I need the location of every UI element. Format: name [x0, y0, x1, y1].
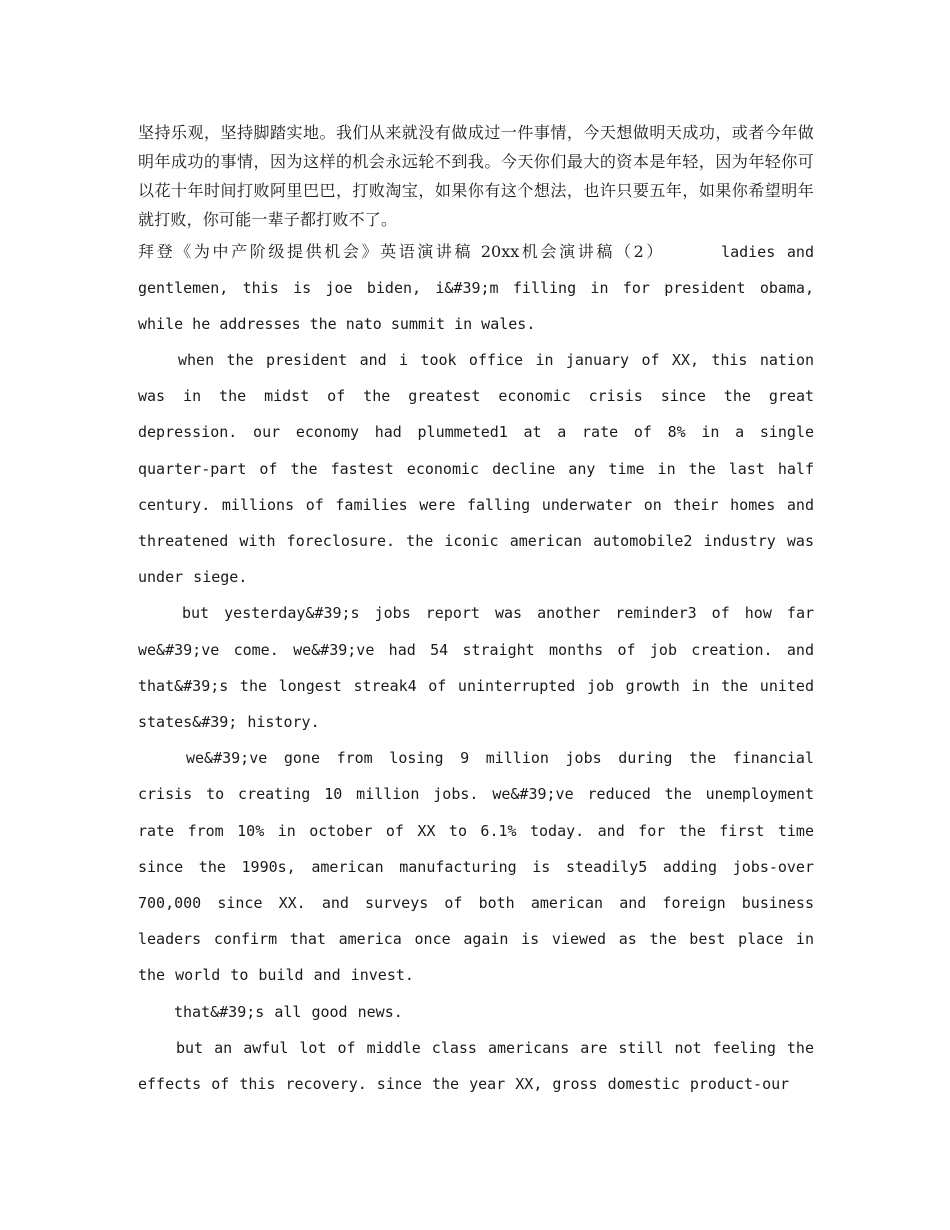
body-paragraph-5: but an awful lot of middle class americans are still not feeling the effects of this recovery. since the year XX, gross domestic product-our	[138, 1038, 814, 1094]
speech-title: 拜登《为中产阶级提供机会》英语演讲稿 20xx机会演讲稿（2）	[138, 242, 666, 261]
body-paragraph-4: that&#39;s all good news.	[174, 1002, 403, 1021]
body-paragraph-2: but yesterday&#39;s jobs report was another reminder3 of how far we&#39;ve come. we&#39;ve had 54 straight months of job creation. and that&#39;s the longest streak4 of uninterrupted job growth in the united states&#39; history.	[138, 604, 814, 732]
body-paragraph-1: when the president and i took office in january of XX, this nation was in the midst of the greatest economic crisis since the great depression. our economy had plummeted1 at a rate of 8% in a single quarter-part of the fastest economic decline any time in the last half century. millions of families were falling underwater on their homes and threatened with foreclosure. the iconic american automobile2 industry was under siege.	[138, 351, 814, 587]
speech-heading-block	[138, 234, 814, 342]
speech-opening-text: ladies and gentlemen, this is joe biden, i&#39;m filling in for president obama, while he addresses the nato summit in wales.	[138, 243, 814, 333]
intro-paragraph: 坚持乐观，坚持脚踏实地。我们从来就没有做成过一件事情，今天想做明天成功，或者今年做明年成功的事情，因为这样的机会永远轮不到我。今天你们最大的资本是年轻，因为年轻你可以花十年时间打败阿里巴巴，打败淘宝，如果你有这个想法，也许只要五年，如果你希望明年就打败，你可能一辈子都打败不了。	[138, 123, 814, 229]
body-paragraph-3: we&#39;ve gone from losing 9 million jobs during the financial crisis to creating 10 million jobs. we&#39;ve reduced the unemployment rate from 10% in october of XX to 6.1% today. and for the first time since the 1990s, american manufacturing is steadily5 adding jobs-over 700,000 since XX. and surveys of both american and foreign business leaders confirm that america once again is viewed as the best place in the world to build and invest.	[138, 749, 814, 985]
document-page	[138, 118, 814, 1102]
